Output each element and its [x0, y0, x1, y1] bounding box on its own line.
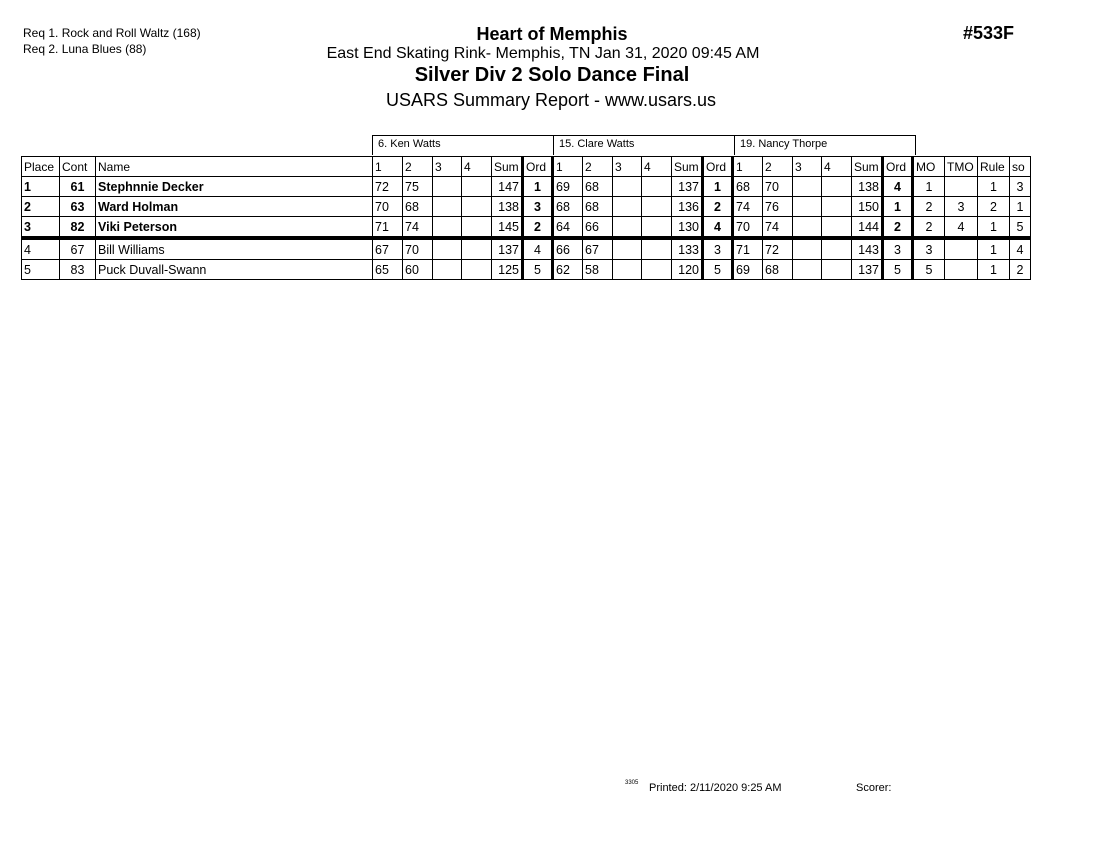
judge-2-ordinal: 4: [703, 217, 733, 239]
judge-1-sum: 137: [492, 238, 523, 260]
judge-2-score-1: 62: [553, 260, 583, 280]
so-cell: 5: [1010, 217, 1031, 239]
judge-1-ordinal: 2: [523, 217, 553, 239]
tmo-cell: [945, 177, 978, 197]
judge-2-score-1: 68: [553, 197, 583, 217]
place-cell: 1: [22, 177, 60, 197]
judge-3-ordinal: 4: [883, 177, 913, 197]
tmo-cell: [945, 260, 978, 280]
judge-3-score-2: 72: [763, 238, 793, 260]
requirement-1: Req 1. Rock and Roll Waltz (168): [23, 26, 201, 40]
skater-name: Bill Williams: [96, 238, 373, 260]
judge-2-score-2: 58: [583, 260, 613, 280]
col-cont: Cont: [60, 157, 96, 177]
so-cell: 4: [1010, 238, 1031, 260]
so-cell: 3: [1010, 177, 1031, 197]
judge-2-ordinal: 1: [703, 177, 733, 197]
table-header-row: [22, 157, 1031, 177]
table-row: [22, 217, 1031, 239]
judge-3-score-1: 74: [733, 197, 763, 217]
judge-3-sum: 137: [852, 260, 883, 280]
judge-2-label: 15. Clare Watts: [553, 135, 735, 155]
mo-cell: 5: [913, 260, 945, 280]
judge-2-score-3: [613, 260, 642, 280]
judge-1-score-4: [462, 260, 492, 280]
judge-1-sum: 125: [492, 260, 523, 280]
place-cell: 3: [22, 217, 60, 239]
judge-2-score-3: [613, 217, 642, 239]
judge-1-score-2: 74: [403, 217, 433, 239]
judge-1-score-4: [462, 177, 492, 197]
judge-3-score-1: 70: [733, 217, 763, 239]
cont-cell: 83: [60, 260, 96, 280]
col-judge-1-score-3: 3: [433, 157, 462, 177]
judge-3-ordinal: 3: [883, 238, 913, 260]
col-tmo: TMO: [945, 157, 978, 177]
skater-name: Viki Peterson: [96, 217, 373, 239]
col-judge-3-score-2: 2: [763, 157, 793, 177]
col-judge-1-score-1: 1: [373, 157, 403, 177]
judge-2-score-4: [642, 260, 672, 280]
scorer-label: Scorer:: [856, 782, 892, 794]
mo-cell: 1: [913, 177, 945, 197]
cont-cell: 63: [60, 197, 96, 217]
judge-2-score-4: [642, 238, 672, 260]
judge-1-score-3: [433, 217, 462, 239]
report-title: USARS Summary Report - www.usars.us: [385, 90, 717, 110]
judge-1-ordinal: 5: [523, 260, 553, 280]
judge-3-score-3: [793, 217, 822, 239]
judge-2-sum: 136: [672, 197, 703, 217]
col-judge-3-ord: Ord: [883, 157, 913, 177]
judge-1-sum: 138: [492, 197, 523, 217]
judge-3-score-4: [822, 197, 852, 217]
judge-3-score-4: [822, 260, 852, 280]
col-judge-3-sum: Sum: [852, 157, 883, 177]
judge-3-score-2: 68: [763, 260, 793, 280]
table-row: [22, 197, 1031, 217]
judge-1-score-1: 72: [373, 177, 403, 197]
col-judge-1-sum: Sum: [492, 157, 523, 177]
judge-2-score-2: 67: [583, 238, 613, 260]
judge-2-ordinal: 3: [703, 238, 733, 260]
cont-cell: 82: [60, 217, 96, 239]
col-judge-2-sum: Sum: [672, 157, 703, 177]
judge-2-sum: 130: [672, 217, 703, 239]
col-mo: MO: [913, 157, 945, 177]
judge-1-ordinal: 4: [523, 238, 553, 260]
judge-3-label: 19. Nancy Thorpe: [734, 135, 916, 155]
col-judge-1-score-2: 2: [403, 157, 433, 177]
judge-2-sum: 137: [672, 177, 703, 197]
judge-3-score-3: [793, 197, 822, 217]
judge-1-sum: 147: [492, 177, 523, 197]
table-row: [22, 238, 1031, 260]
printed-stamp: Printed: 2/11/2020 9:25 AM: [649, 782, 782, 794]
judge-3-score-4: [822, 238, 852, 260]
col-judge-1-score-4: 4: [462, 157, 492, 177]
judge-2-score-3: [613, 197, 642, 217]
cont-cell: 67: [60, 238, 96, 260]
judge-3-score-3: [793, 238, 822, 260]
col-judge-2-score-2: 2: [583, 157, 613, 177]
col-judge-2-score-4: 4: [642, 157, 672, 177]
rule-cell: 1: [978, 217, 1010, 239]
judge-1-score-3: [433, 238, 462, 260]
skater-name: Puck Duvall-Swann: [96, 260, 373, 280]
judge-2-ordinal: 2: [703, 197, 733, 217]
judge-1-score-1: 65: [373, 260, 403, 280]
judge-1-score-4: [462, 197, 492, 217]
judge-2-sum: 120: [672, 260, 703, 280]
so-cell: 2: [1010, 260, 1031, 280]
col-judge-2-ord: Ord: [703, 157, 733, 177]
event-number: #533F: [963, 23, 1015, 43]
judge-3-score-2: 70: [763, 177, 793, 197]
judge-1-label: 6. Ken Watts: [372, 135, 554, 155]
judge-3-sum: 144: [852, 217, 883, 239]
judge-1-score-4: [462, 238, 492, 260]
col-place: Place: [22, 157, 60, 177]
competition-title: Heart of Memphis: [476, 24, 628, 44]
judge-3-ordinal: 5: [883, 260, 913, 280]
col-rule: Rule: [978, 157, 1010, 177]
judge-1-score-2: 75: [403, 177, 433, 197]
judge-2-score-4: [642, 217, 672, 239]
judge-3-score-2: 76: [763, 197, 793, 217]
judge-3-score-4: [822, 177, 852, 197]
judge-1-score-3: [433, 177, 462, 197]
judge-2-score-1: 64: [553, 217, 583, 239]
table-row: [22, 260, 1031, 280]
judge-3-score-1: 71: [733, 238, 763, 260]
col-name: Name: [96, 157, 373, 177]
judge-1-score-1: 67: [373, 238, 403, 260]
judge-3-score-3: [793, 260, 822, 280]
mo-cell: 2: [913, 197, 945, 217]
col-judge-2-score-1: 1: [553, 157, 583, 177]
event-title: Silver Div 2 Solo Dance Final: [414, 64, 690, 86]
judge-2-score-1: 66: [553, 238, 583, 260]
judge-1-sum: 145: [492, 217, 523, 239]
judge-2-ordinal: 5: [703, 260, 733, 280]
col-judge-3-score-4: 4: [822, 157, 852, 177]
judge-2-score-4: [642, 177, 672, 197]
judge-1-score-2: 68: [403, 197, 433, 217]
rule-cell: 1: [978, 238, 1010, 260]
so-cell: 1: [1010, 197, 1031, 217]
mo-cell: 2: [913, 217, 945, 239]
judge-2-score-3: [613, 238, 642, 260]
place-cell: 5: [22, 260, 60, 280]
results-table: [21, 156, 1031, 280]
judge-1-score-2: 60: [403, 260, 433, 280]
table-row: [22, 177, 1031, 197]
report-code: 3305: [625, 780, 639, 786]
competition-location: East End Skating Rink- Memphis, TN Jan 31, 2020 09:45 AM: [326, 45, 760, 62]
judge-3-score-1: 68: [733, 177, 763, 197]
tmo-cell: 4: [945, 217, 978, 239]
judge-1-score-1: 71: [373, 217, 403, 239]
judge-3-score-3: [793, 177, 822, 197]
col-judge-2-score-3: 3: [613, 157, 642, 177]
cont-cell: 61: [60, 177, 96, 197]
place-cell: 2: [22, 197, 60, 217]
skater-name: Stephnnie Decker: [96, 177, 373, 197]
judge-3-score-4: [822, 217, 852, 239]
judge-2-score-2: 68: [583, 177, 613, 197]
results-rows: [22, 177, 1031, 280]
judge-3-sum: 143: [852, 238, 883, 260]
judge-3-sum: 138: [852, 177, 883, 197]
judge-3-score-1: 69: [733, 260, 763, 280]
col-judge-3-score-3: 3: [793, 157, 822, 177]
col-judge-3-score-1: 1: [733, 157, 763, 177]
judge-3-sum: 150: [852, 197, 883, 217]
place-cell: 4: [22, 238, 60, 260]
judge-3-ordinal: 2: [883, 217, 913, 239]
judge-3-ordinal: 1: [883, 197, 913, 217]
judge-1-score-2: 70: [403, 238, 433, 260]
judge-2-score-2: 66: [583, 217, 613, 239]
tmo-cell: [945, 238, 978, 260]
col-judge-1-ord: Ord: [523, 157, 553, 177]
judge-1-ordinal: 3: [523, 197, 553, 217]
rule-cell: 2: [978, 197, 1010, 217]
rule-cell: 1: [978, 177, 1010, 197]
judge-2-sum: 133: [672, 238, 703, 260]
judge-1-score-3: [433, 260, 462, 280]
tmo-cell: 3: [945, 197, 978, 217]
judge-3-score-2: 74: [763, 217, 793, 239]
mo-cell: 3: [913, 238, 945, 260]
judge-1-score-3: [433, 197, 462, 217]
judge-2-score-2: 68: [583, 197, 613, 217]
judge-2-score-4: [642, 197, 672, 217]
judge-2-score-1: 69: [553, 177, 583, 197]
judge-1-score-4: [462, 217, 492, 239]
judge-1-score-1: 70: [373, 197, 403, 217]
rule-cell: 1: [978, 260, 1010, 280]
judge-2-score-3: [613, 177, 642, 197]
judge-1-ordinal: 1: [523, 177, 553, 197]
col-so: so: [1010, 157, 1031, 177]
skater-name: Ward Holman: [96, 197, 373, 217]
requirement-2: Req 2. Luna Blues (88): [23, 42, 147, 56]
